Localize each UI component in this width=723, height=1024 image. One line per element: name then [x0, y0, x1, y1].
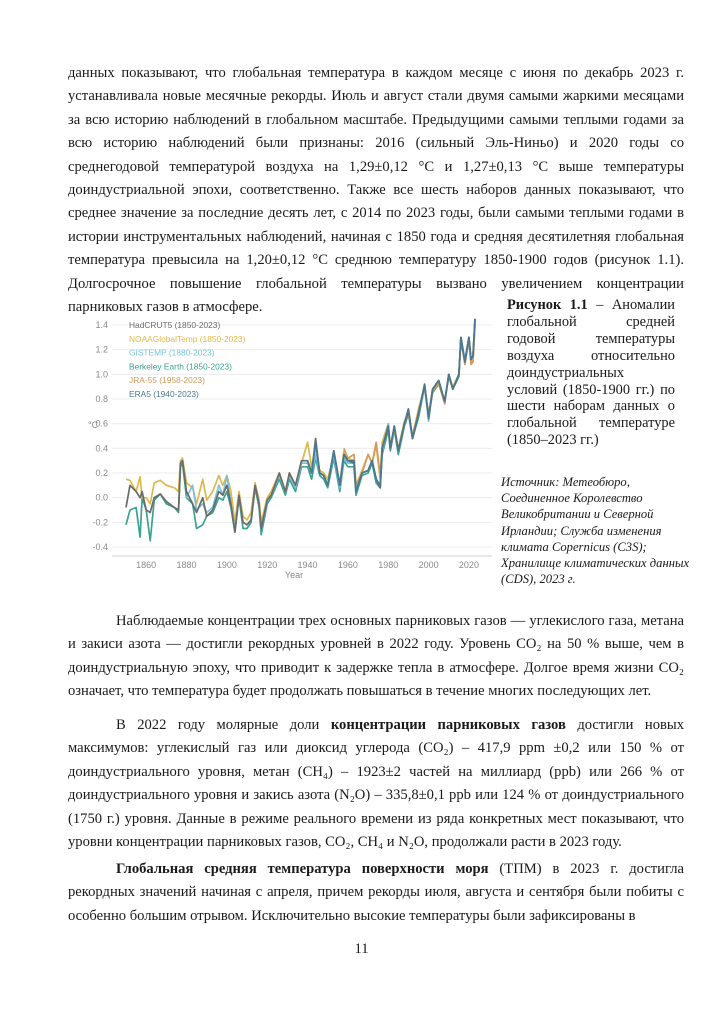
chart-gridlines	[112, 325, 492, 547]
y-tick-label: 0.8	[95, 394, 108, 404]
x-tick-label: 2020	[458, 560, 479, 570]
y-tick-label: -0.2	[92, 517, 108, 528]
temperature-anomaly-chart	[82, 304, 502, 594]
x-tick-label: 1940	[297, 560, 318, 570]
x-tick-label: 1960	[337, 560, 358, 570]
paragraph-greenhouse-gases: Наблюдаемые концентрации трех основных парниковых газов — углекислого газа, метана и закиси азота — достигли рекордных уровней в 2022 году. Уровень CO₂ на 50 % выше, чем в доиндустриальную эпоху, что приводит к задержке тепла в атмосфере. Долгое время жизни CO₂ означает, что температура будет продолжать повышаться в течение многих последующих лет.	[68, 613, 684, 700]
figure-caption-label: Рисунок 1.1	[507, 297, 588, 313]
paragraph-sst-bold: Глобальная средняя температура поверхности моря	[116, 861, 489, 877]
legend-entry: JRA-55 (1958-2023)	[129, 375, 205, 386]
figure-source: Источник: Метеобюро, Соединенное Королевство Великобритании и Северной Ирландии; Служба изменения климата Copernicus (C3S); Хранилище климатических данных (CDS), 2023 г.	[501, 475, 690, 587]
y-tick-label: 1.4	[95, 320, 108, 330]
chart-y-axis	[92, 320, 108, 552]
y-tick-label: 0.4	[95, 443, 108, 454]
paragraph-sea-surface-temperature	[68, 858, 684, 928]
chart-x-axis	[112, 556, 492, 570]
chart-legend	[129, 320, 246, 399]
paragraph-sst-post: (ТПМ) в 2023 г. достигла рекордных значений начиная с апреля, причем рекорды июля, августа и сентября были побиты с особенно большим отрывом. Исключительно высокие температуры были зафиксированы в	[68, 861, 684, 924]
y-tick-label: 1.2	[95, 344, 108, 355]
y-tick-label: -0.4	[92, 542, 108, 552]
paragraph-gas-bold: концентрации парниковых газов	[330, 717, 566, 733]
paragraph-gas-concentrations	[68, 714, 684, 854]
figure-caption	[507, 297, 675, 449]
x-tick-label: 1980	[378, 560, 399, 570]
legend-entry: ERA5 (1940-2023)	[129, 389, 199, 399]
y-tick-label: 0.0	[95, 492, 108, 503]
x-tick-label: 1900	[216, 560, 237, 570]
y-tick-label: 1.0	[95, 369, 108, 380]
x-tick-label: 1860	[136, 560, 157, 570]
x-tick-label: 1880	[176, 560, 197, 570]
y-tick-label: 0.2	[95, 468, 108, 478]
paragraph-temperature-records: данных показывают, что глобальная температура в каждом месяце с июня по декабрь 2023 г. устанавливала новые месячные рекорды. Июль и август стали двумя самыми жаркими месяцами за всю историю наблюдений в глобальном масштабе. Предыдущими самыми теплыми годами за всю историю наблюдений были признаны: 2016 (сильный Эль-Ниньо) и 2020 годы со среднегодовой температурой воздуха на 1,29±0,12 °C и 1,27±0,13 °C выше температуры доиндустриальной эпохи, соответственно. Также все шесть наборов данных показывают, что среднее значение за последние десять лет, с 2014 по 2023 годы, были самыми теплыми годами в истории инструментальных наблюдений, начиная с 1850 года и средняя десятилетняя глобальная температура превысила на 1,20±0,12 °C среднюю температуру 1850-1900 годов (рисунок 1.1). Долгосрочное повышение глобальной температуры вызвано увеличением концентрации парниковых газов в атмосфере.	[68, 65, 684, 316]
chart-y-axis-label: °C	[88, 420, 99, 430]
figure-caption-text: – Аномалии глобальной средней годовой температуры воздуха относительно доиндустриальных условий (1850-1900 гг.) по шести наборам данных о глобальной температуре (1850–2023 гг.)	[507, 297, 676, 449]
y-tick-label: 0.6	[95, 418, 108, 429]
x-tick-label: 1920	[257, 560, 278, 570]
legend-entry: HadCRUT5 (1850-2023)	[129, 320, 221, 330]
legend-entry: GISTEMP (1880-2023)	[129, 347, 215, 358]
chart-x-axis-label: Year	[284, 570, 304, 580]
legend-entry: Berkeley Earth (1850-2023)	[129, 361, 232, 372]
paragraph-gas-post: достигли новых максимумов: углекислый газ или диоксид углерода (CO₂) – 417,9 ppm ±0,2 или 150 % от доиндустриального уровня, метан (CH₄) – 1923±2 частей на миллиард (ppb) или 266 % от доиндустриального уровня и закись азота (N₂O) – 335,8±0,1 ppb или 124 % от доиндустриального (1750 г.) уровня. Данные в режиме реального времени из ряда конкретных мест показывают, что уровни концентрации парниковых газов, CO₂, CH₄ и N₂O, продолжали расти в 2023 году.	[68, 717, 685, 851]
page-number: 11	[354, 941, 369, 957]
paragraph-gas-pre: В 2022 году молярные доли	[116, 717, 331, 733]
x-tick-label: 2000	[418, 560, 439, 570]
legend-entry: NOAAGlobalTemp (1850-2023)	[129, 333, 246, 344]
series-line	[344, 325, 475, 485]
